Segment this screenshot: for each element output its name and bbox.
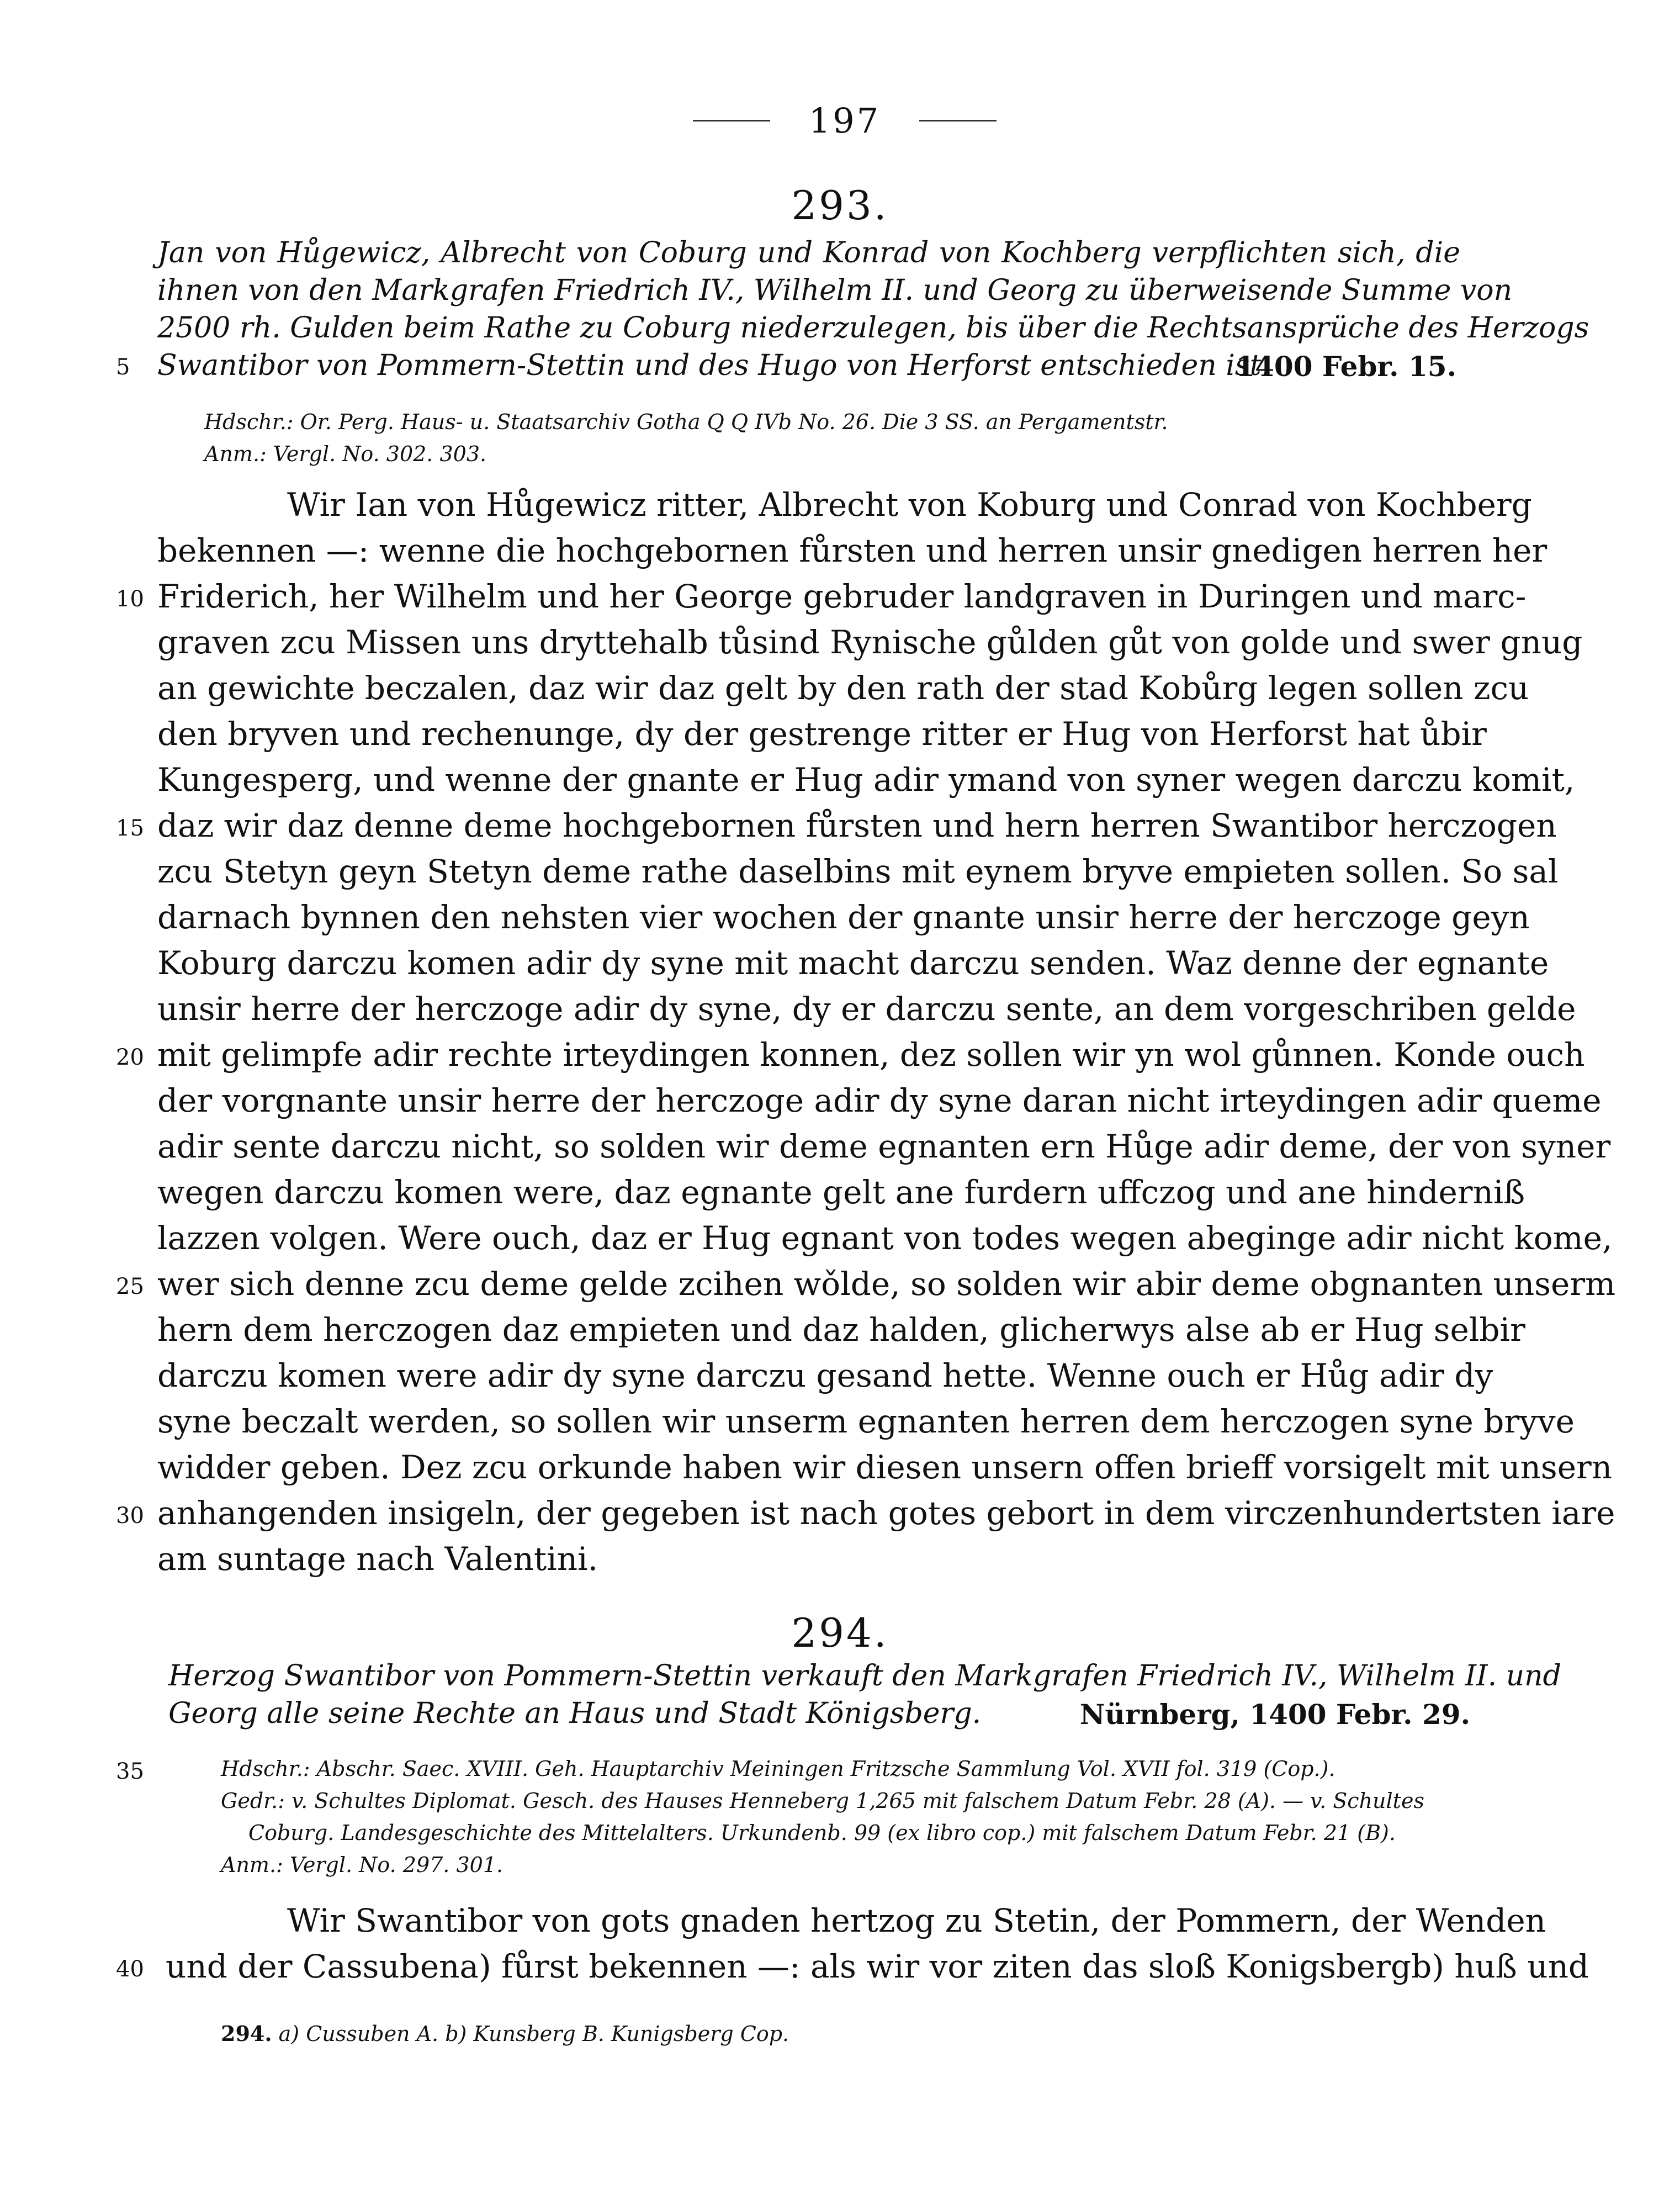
doc-293-text-line: lazzen volgen. Were ouch, daz er Hug egnant von todes wegen abeginge adir nicht kome, <box>157 1219 1613 1257</box>
line-number: 5 <box>116 355 130 380</box>
doc-293-text-line: zcu Stetyn geyn Stetyn deme rathe daselbins mit eynem bryve empieten sollen. So sal <box>157 853 1559 890</box>
line-number: 10 <box>116 586 144 612</box>
doc-293-text-line: wegen darczu komen were, daz egnante gelt ane furdern uffczog und ane hinderniß <box>157 1173 1525 1211</box>
footnote-ref: 294. <box>221 2021 272 2046</box>
doc-293-text-line: darnach bynnen den nehsten vier wochen der gnante unsir herre der herczoge geyn <box>157 898 1530 936</box>
doc-293-number: 293. <box>791 182 889 229</box>
footnote-text: a) Cussuben A. b) Kunsberg B. Kunigsberg Cop. <box>278 2022 789 2046</box>
doc-293-text-line: den bryven und rechenunge, dy der gestrenge ritter er Hug von Herforst hat ůbir <box>157 715 1487 753</box>
doc-294-regest-line: Herzog Swantibor von Pommern-Stettin verkauft den Markgrafen Friedrich IV., Wilhelm II. und <box>168 1659 1561 1693</box>
doc-293-annotation: Anm.: Vergl. No. 302. 303. <box>204 442 487 466</box>
doc-293-text-line: bekennen —: wenne die hochgebornen fůrsten und herren unsir gnedigen herren her <box>157 532 1547 569</box>
doc-293-date: 1400 Febr. 15. <box>1236 350 1456 383</box>
footnote <box>221 2021 789 2046</box>
doc-293-regest-line: Jan von Hůgewicz, Albrecht von Coburg und Konrad von Kochberg verpflichten sich, die <box>157 236 1460 269</box>
doc-294-manuscript-note: Hdschr.: Abschr. Saec. XVIII. Geh. Hauptarchiv Meiningen Fritzsche Sammlung Vol. XVII fol. 319 (Cop.). <box>221 1757 1335 1781</box>
doc-293-text-line: hern dem herczogen daz empieten und daz halden, glicherwys alse ab er Hug selbir <box>157 1311 1525 1349</box>
doc-293-text-line: der vorgnante unsir herre der herczoge adir dy syne daran nicht irteydingen adir queme <box>157 1082 1602 1119</box>
doc-293-text-line: daz wir daz denne deme hochgebornen fůrsten und hern herren Swantibor herczogen <box>157 807 1557 844</box>
doc-293-text-line: syne beczalt werden, so sollen wir unserm egnanten herren dem herczogen syne bryve <box>157 1403 1575 1440</box>
doc-294-text-line: und der Cassubena) fůrst bekennen —: als wir vor ziten das sloß Konigsbergb) huß und <box>166 1948 1589 1985</box>
doc-293-text-line: mit gelimpfe adir rechte irteydingen konnen, dez sollen wir yn wol gůnnen. Konde ouch <box>157 1036 1585 1074</box>
doc-293-text-line: Friderich, her Wilhelm und her George gebruder landgraven in Duringen und marc- <box>157 578 1527 615</box>
line-number: 30 <box>116 1503 144 1529</box>
line-number: 35 <box>116 1759 144 1784</box>
doc-293-manuscript-note: Hdschr.: Or. Perg. Haus- u. Staatsarchiv Gotha Q Q IVb No. 26. Die 3 SS. an Pergamentstr. <box>204 410 1168 434</box>
doc-293-text-line: graven zcu Missen uns dryttehalb tůsind Rynische gůlden gůt von golde und swer gnug <box>157 623 1583 661</box>
line-number: 40 <box>116 1957 144 1982</box>
doc-294-annotation: Anm.: Vergl. No. 297. 301. <box>221 1853 504 1877</box>
doc-293-regest-line: 2500 rh. Gulden beim Rathe zu Coburg niederzulegen, bis über die Rechtsansprüche des Herzogs <box>157 311 1589 345</box>
doc-293-text-line: Wir Ian von Hůgewicz ritter, Albrecht von Koburg und Conrad von Kochberg <box>287 486 1532 524</box>
doc-294-date: Nürnberg, 1400 Febr. 29. <box>1079 1698 1470 1731</box>
doc-293-regest-line: ihnen von den Markgrafen Friedrich IV., Wilhelm II. und Georg zu überweisende Summe von <box>157 274 1513 307</box>
doc-293-text-line: widder geben. Dez zcu orkunde haben wir diesen unsern offen brieff vorsigelt mit unsern <box>157 1448 1613 1486</box>
doc-294-text-line: Wir Swantibor von gots gnaden hertzog zu Stetin, der Pommern, der Wenden <box>287 1902 1546 1939</box>
doc-293-text-line: unsir herre der herczoge adir dy syne, dy er darczu sente, an dem vorgeschriben gelde <box>157 990 1576 1028</box>
doc-293-text-line: Koburg darczu komen adir dy syne mit macht darczu senden. Waz denne der egnante <box>157 944 1549 982</box>
page-header <box>651 98 1038 142</box>
doc-293-text-line: am suntage nach Valentini. <box>157 1540 598 1578</box>
line-number: 25 <box>116 1274 144 1299</box>
doc-293-text-line: wer sich denne zcu deme gelde zcihen wǒlde, so solden wir abir deme obgnanten unserm <box>157 1265 1616 1303</box>
doc-293-text-line: Kungesperg, und wenne der gnante er Hug adir ymand von syner wegen darczu komit, <box>157 761 1575 799</box>
line-number: 20 <box>116 1045 144 1070</box>
header-rule-right <box>919 120 997 121</box>
header-rule-left <box>693 120 770 121</box>
line-number: 15 <box>116 816 144 841</box>
doc-293-regest-line: Swantibor von Pommern-Stettin und des Hugo von Herforst entschieden ist. <box>157 349 1270 382</box>
doc-293-text-line: darczu komen were adir dy syne darczu gesand hette. Wenne ouch er Hůg adir dy <box>157 1357 1493 1394</box>
doc-293-text-line: an gewichte beczalen, daz wir daz gelt by den rath der stad Kobůrg legen sollen zcu <box>157 669 1529 707</box>
doc-294-number: 294. <box>791 1610 889 1656</box>
doc-293-text-line: adir sente darczu nicht, so solden wir deme egnanten ern Hůge adir deme, der von syner <box>157 1128 1611 1165</box>
doc-294-print-note: Gedr.: v. Schultes Diplomat. Gesch. des Hauses Henneberg 1,265 mit falschem Datum Febr. 28 (A). — v. Schultes <box>221 1789 1424 1813</box>
doc-294-regest-line: Georg alle seine Rechte an Haus und Stadt Königsberg. <box>168 1697 982 1730</box>
page-number: 197 <box>808 100 881 141</box>
doc-293-text-line: anhangenden insigeln, der gegeben ist nach gotes gebort in dem virczenhundertsten iare <box>157 1494 1615 1532</box>
doc-294-print-note: Coburg. Landesgeschichte des Mittelalters. Urkundenb. 99 (ex libro cop.) mit falschem Datum Febr. 21 (B). <box>248 1821 1396 1845</box>
